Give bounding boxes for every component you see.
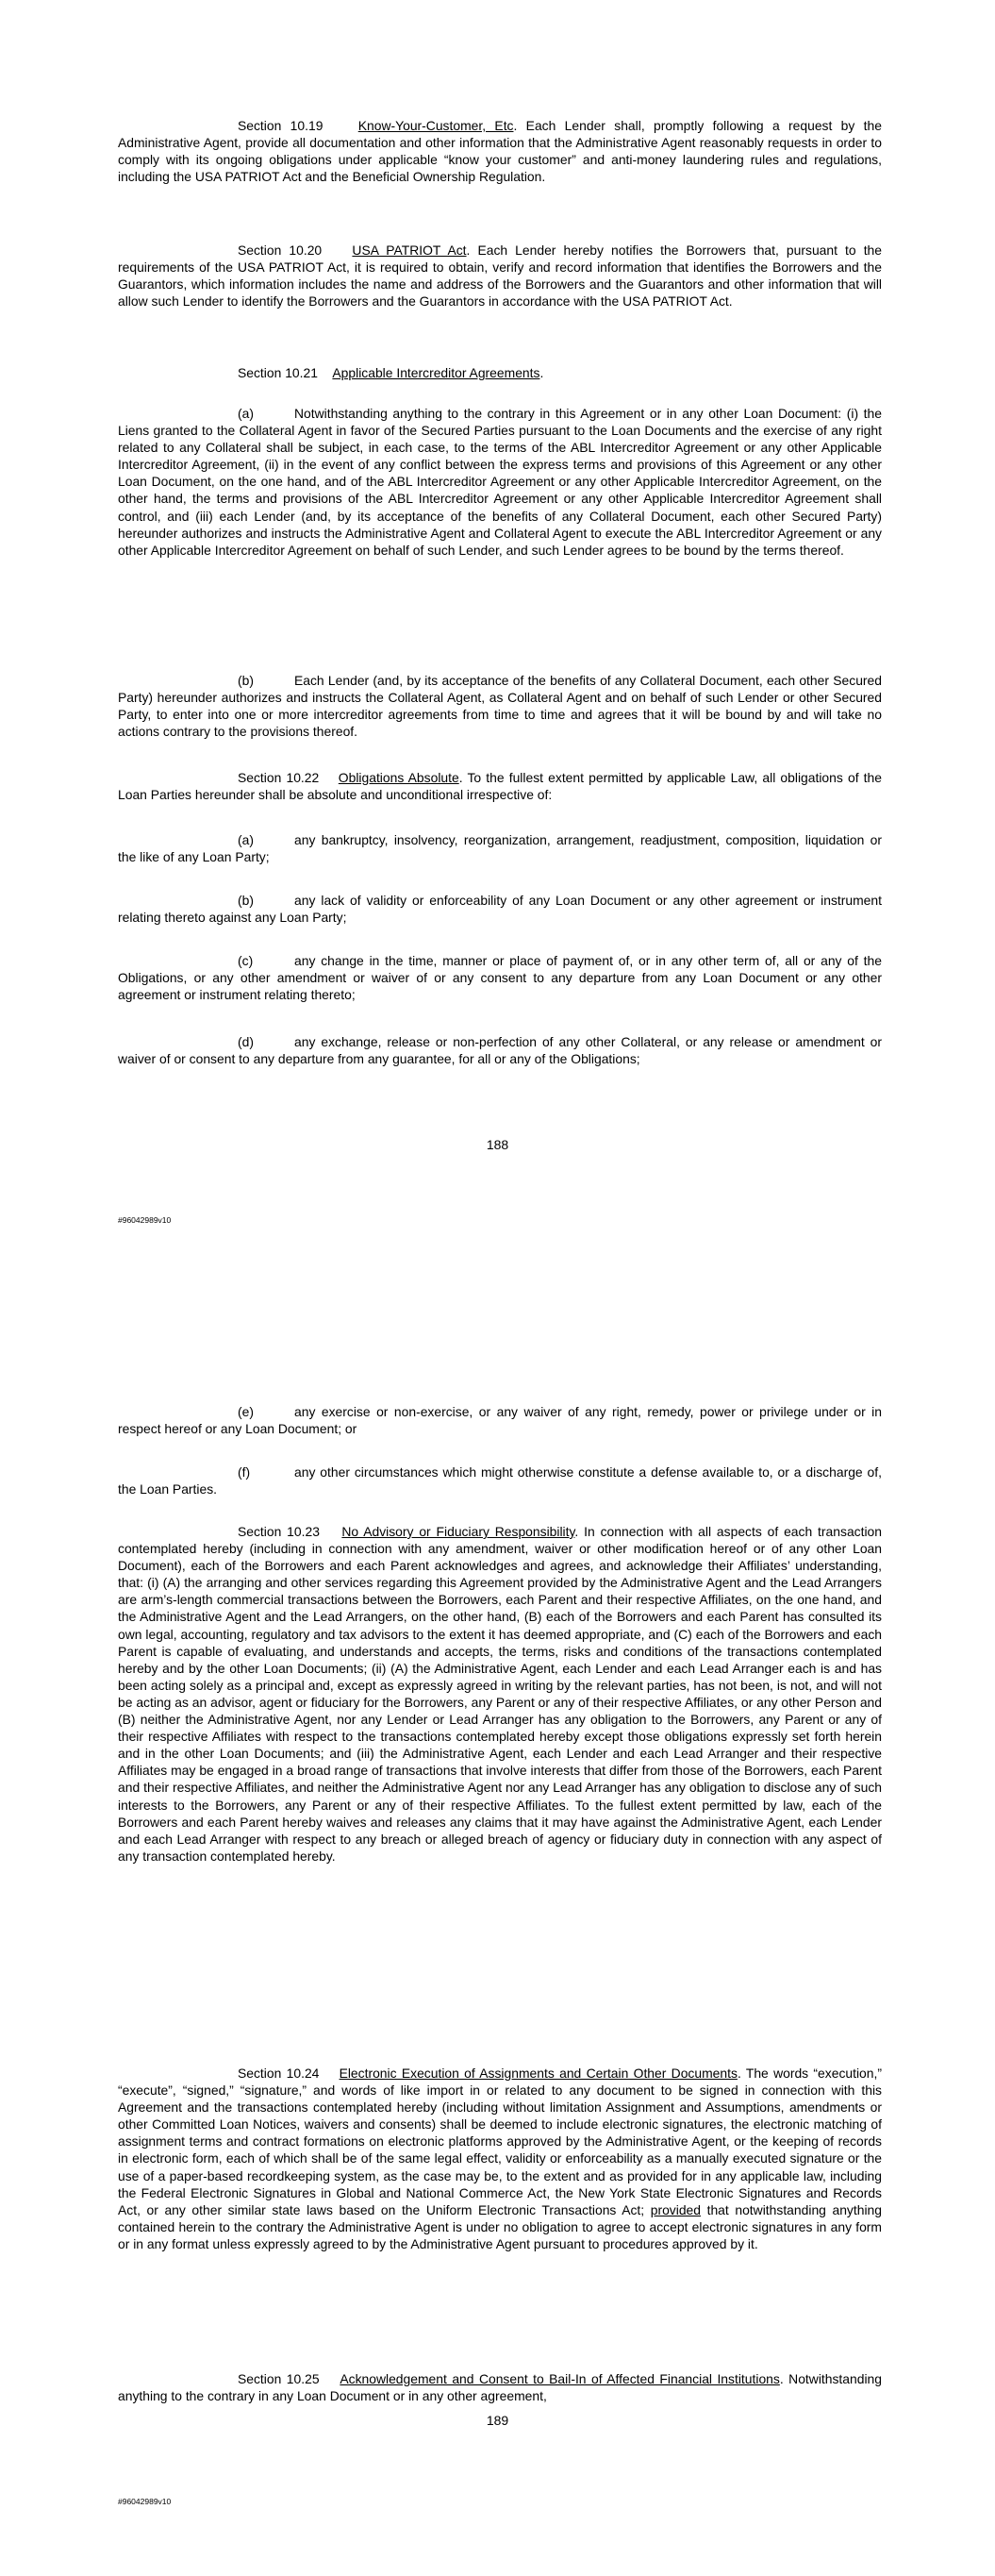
section-heading: No Advisory or Fiduciary Responsibility <box>341 1524 575 1539</box>
section-text: . Each Lender shall, promptly following a request by the Administrative Agent, provide all documentation and other information that the Administrative Agent reasonably requests in order to comply with its ongoing obligations under applicable “know your customer” and anti-money laundering rules and regulations, including the USA PATRIOT Act and the Beneficial Ownership Regulation. <box>118 118 882 185</box>
page-189 <box>0 1283 995 2576</box>
section-10-22 <box>118 769 882 803</box>
section-heading: Electronic Execution of Assignments and Certain Other Documents <box>339 2066 738 2081</box>
section-10-20 <box>118 242 882 309</box>
section-10-25 <box>118 2370 882 2404</box>
clause-text: any change in the time, manner or place of payment of, or in any other term of, all or any of the Obligations, or any other amendment or waiver of or any consent to any departure from any Loan Document or any other agreement or instrument relating thereto; <box>118 953 882 1003</box>
section-text: . The words “execution,” “execute”, “signed,” “signature,” and words of like import in or related to any document to be signed in connection with this Agreement and the transactions contemplated hereby (including without limitation Assignment and Assumptions, amendments or other Committed Loan Notices, waivers and consents) shall be deemed to include electronic signatures, the electronic matching of assignment terms and contract formations on electronic platforms approved by the Administrative Agent, or the keeping of records in electronic form, each of which shall be of the same legal effect, validity or enforceability as a manually executed signature or the use of a paper-based recordkeeping system, as the case may be, to the extent and as provided for in any applicable law, including the Federal Electronic Signatures in Global and National Commerce Act, the New York State Electronic Signatures and Records Act, or any other similar state laws based on the Uniform Electronic Transactions Act; <box>118 2066 882 2217</box>
section-number: Section 10.22 <box>238 770 320 785</box>
section-text: . To the fullest extent permitted by applicable Law, all obligations of the Loan Parties hereunder shall be absolute and unconditional irrespective of: <box>118 770 882 803</box>
clause-text: Notwithstanding anything to the contrary in this Agreement or in any other Loan Document: (i) the Liens granted to the Collateral Agent in favor of the Secured Parties pursuant to the Loan Documents and the exercise of any right related to any Collateral shall be subject, in each case, to the terms of the ABL Intercreditor Agreement or any other Applicable Intercreditor Agreement, (ii) in the event of any conflict between the express terms and provisions of this Agreement or any other Loan Document, on the one hand, and of the ABL Intercreditor Agreement or any other Applicable Intercreditor Agreement, on the other hand, the terms and provisions of the ABL Intercreditor Agreement or any other Applicable Intercreditor Agreement shall control, and (iii) each Lender (and, by its acceptance of the benefits of any Collateral Document, each other Secured Party) hereunder authorizes and instructs the Administrative Agent and Collateral Agent to execute the ABL Intercreditor Agreement or any other Applicable Intercreditor Agreement on behalf of such Lender, and such Lender agrees to be bound by the terms thereof. <box>118 406 882 558</box>
section-number: Section 10.20 <box>238 243 323 258</box>
clause-text: any other circumstances which might otherwise constitute a defense available to, or a discharge of, the Loan Parties. <box>118 1464 882 1497</box>
clause-text: any bankruptcy, insolvency, reorganization, arrangement, readjustment, composition, liquidation or the like of any Loan Party; <box>118 832 882 865</box>
clause-label: (a) <box>238 832 254 847</box>
section-heading: Obligations Absolute <box>338 770 459 785</box>
page-188 <box>0 0 995 1283</box>
clause-text: Each Lender (and, by its acceptance of the benefits of any Collateral Document, each other Secured Party) hereunder authorizes and instructs the Collateral Agent, as Collateral Agent and on behalf of such Lender or other Secured Party, to enter into one or more intercreditor agreements from time to time and agrees that it will be bound by and will take no actions contrary to the provisions thereof. <box>118 673 882 740</box>
clause-label: (e) <box>238 1404 254 1419</box>
section-10-22-d <box>118 1033 882 1067</box>
section-heading: Applicable Intercreditor Agreements <box>332 365 540 380</box>
section-heading: Acknowledgement and Consent to Bail-In of Affected Financial Institutions <box>340 2371 780 2386</box>
clause-label: (b) <box>238 893 254 908</box>
section-10-21: Section 10.21 Applicable Intercreditor Agreements. <box>238 365 544 380</box>
clause-label: (d) <box>238 1034 254 1049</box>
section-10-19 <box>118 117 882 185</box>
clause-text: any exercise or non-exercise, or any waiver of any right, remedy, power or privilege under or in respect hereof or any Loan Document; or <box>118 1404 882 1437</box>
clause-label: (c) <box>238 953 254 968</box>
section-number: Section 10.21 <box>238 365 318 380</box>
section-10-21-a <box>118 405 882 559</box>
section-heading: Know-Your-Customer, Etc <box>357 118 514 133</box>
section-10-23 <box>118 1523 882 1865</box>
section-number: Section 10.25 <box>238 2371 320 2386</box>
document-id: #96042989v10 <box>118 1215 172 1225</box>
clause-label: (b) <box>238 673 254 688</box>
section-10-24 <box>118 2065 882 2252</box>
section-text: . In connection with all aspects of each transaction contemplated hereby (including in connection with any amendment, waiver or other modification hereof or of any other Loan Document), each of the Borrowers and each Parent acknowledges and agrees, and acknowledge their Affiliates’ understanding, that: (i) (A) the arranging and other services regarding this Agreement provided by the Administrative Agent and the Lead Arrangers are arm’s-length commercial transactions between the Borrowers, each Parent and their respective Affiliates, on the one hand, and the Administrative Agent and the Lead Arrangers, on the other hand, (B) each of the Borrowers and each Parent has consulted its own legal, accounting, regulatory and tax advisors to the extent it has deemed appropriate, and (C) each of the Borrowers and each Parent is capable of evaluating, and understands and accepts, the terms, risks and conditions of the transactions contemplated hereby and by the other Loan Documents; (ii) (A) the Administrative Agent, each Lender and each Lead Arranger each is and has been acting solely as a principal and, except as expressly agreed in writing by the relevant parties, has not been, is not, and will not be acting as an advisor, agent or fiduciary for the Borrowers, any Parent or any of their respective Affiliates, or any other Person and (B) neither the Administrative Agent, nor any Lender or Lead Arranger has any obligation to the Borrowers, any Parent or any of their respective Affiliates with respect to the transactions contemplated hereby except those obligations expressly set forth herein and in the other Loan Documents; and (iii) the Administrative Agent, each Lender and each Lead Arranger and their respective Affiliates may be engaged in a broad range of transactions that involve interests that differ from those of the Borrowers, each Parent and their respective Affiliates, and neither the Administrative Agent nor any Lead Arranger has any obligation to disclose any of such interests to the Borrowers, any Parent or any of their respective Affiliates. To the fullest extent permitted by law, each of the Borrowers and each Parent hereby waives and releases any claims that it may have against the Administrative Agent, each Lender and each Lead Arranger with respect to any breach or alleged breach of agency or fiduciary duty in connection with any aspect of any transaction contemplated hereby. <box>118 1524 883 1864</box>
section-number: Section 10.19 <box>238 118 323 133</box>
clause-label: (f) <box>238 1464 251 1480</box>
section-heading: USA PATRIOT Act <box>352 243 467 258</box>
page-number: 189 <box>486 2413 509 2428</box>
document-id: #96042989v10 <box>118 2497 172 2506</box>
page-number: 188 <box>486 1137 509 1152</box>
section-10-22-a <box>118 831 882 865</box>
clause-text: any exchange, release or non-perfection of any other Collateral, or any release or amendment or waiver of or consent to any departure from any guarantee, for all or any of the Obligations; <box>118 1034 882 1067</box>
section-10-22-c <box>118 952 882 1003</box>
clause-text: any lack of validity or enforceability of any Loan Document or any other agreement or instrument relating thereto against any Loan Party; <box>118 893 882 926</box>
section-text-2: that notwithstanding anything contained herein to the contrary the Administrative Agent is under no obligation to agree to accept electronic signatures in any form or in any format unless expressly agreed to by the Administrative Agent pursuant to procedures approved by it. <box>118 2201 882 2251</box>
section-text: . Each Lender hereby notifies the Borrowers that, pursuant to the requirements of the USA PATRIOT Act, it is required to obtain, verify and record information that identifies the Borrowers and the Guarantors, which information includes the name and address of the Borrowers and the Guarantors and other information that will allow such Lender to identify the Borrowers and the Guarantors in accordance with the USA PATRIOT Act. <box>118 243 883 309</box>
section-text: . Notwithstanding anything to the contrary in any Loan Document or in any other agreement, <box>118 2371 883 2404</box>
section-10-22-f <box>118 1464 882 1497</box>
section-number: Section 10.24 <box>238 2066 320 2081</box>
section-10-22-b <box>118 892 882 926</box>
provided-term: provided <box>650 2201 702 2217</box>
section-10-21-b <box>118 672 882 740</box>
clause-label: (a) <box>238 406 254 421</box>
section-number: Section 10.23 <box>238 1524 320 1539</box>
section-10-22-e <box>118 1403 882 1437</box>
